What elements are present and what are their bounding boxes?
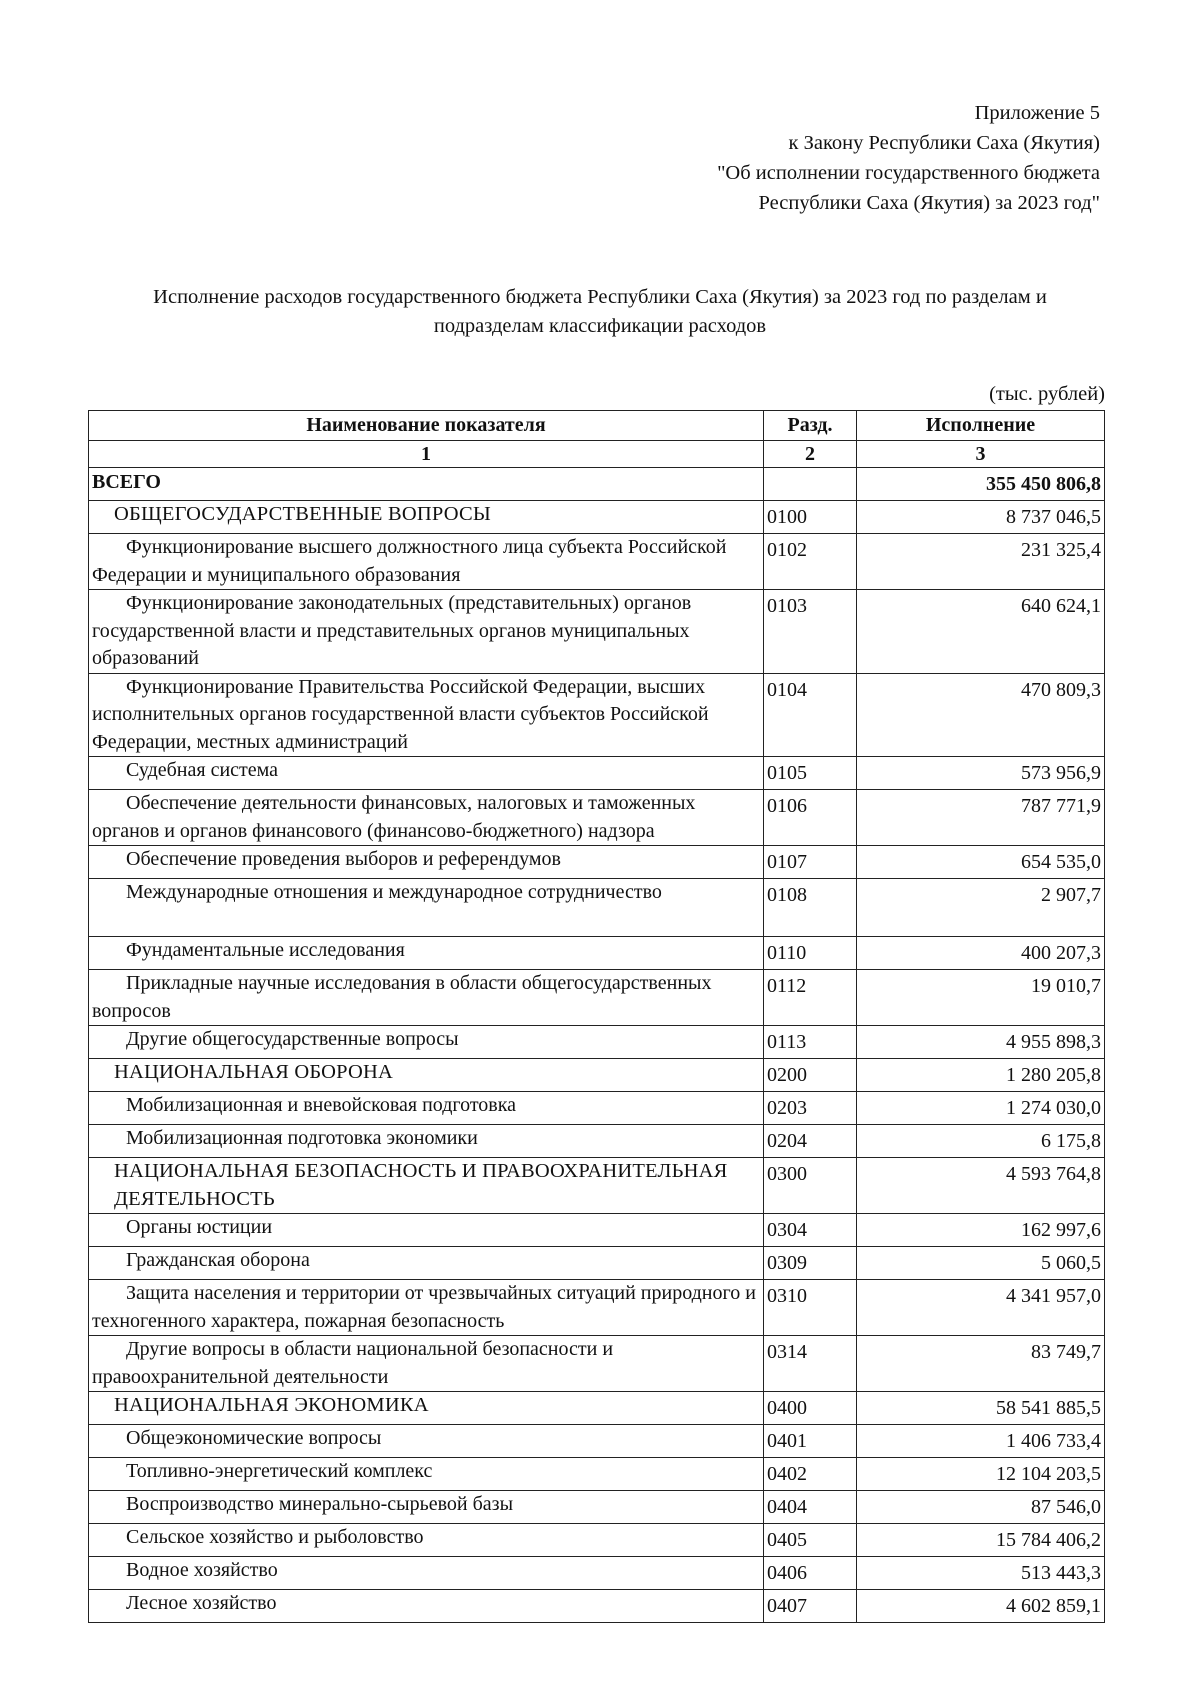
table-row <box>89 1059 1105 1092</box>
appendix-law-reference: к Закону Республики Саха (Якутия) <box>788 132 1100 154</box>
table-row <box>89 501 1105 534</box>
row-execution-value: 787 771,9 <box>857 790 1105 846</box>
row-section-code: 0103 <box>764 590 857 674</box>
table-row <box>89 1158 1105 1214</box>
row-section-code: 0100 <box>764 501 857 534</box>
row-execution-value: 1 280 205,8 <box>857 1059 1105 1092</box>
row-name: НАЦИОНАЛЬНАЯ ОБОРОНА <box>89 1059 764 1092</box>
table-column-numbers-row <box>89 441 1105 468</box>
table-row <box>89 1458 1105 1491</box>
row-name: Фундаментальные исследования <box>89 937 764 970</box>
row-execution-value: 355 450 806,8 <box>857 468 1105 501</box>
row-name: Обеспечение деятельности финансовых, налоговых и таможенных органов и органов финансового (финансово-бюджетного) надзора <box>89 790 764 846</box>
row-execution-value: 4 602 859,1 <box>857 1590 1105 1623</box>
table-header-row <box>89 411 1105 441</box>
row-section-code: 0304 <box>764 1214 857 1247</box>
appendix-law-title-line2: Республики Саха (Якутия) за 2023 год" <box>758 192 1100 214</box>
row-name: НАЦИОНАЛЬНАЯ БЕЗОПАСНОСТЬ И ПРАВООХРАНИТЕЛЬНАЯ ДЕЯТЕЛЬНОСТЬ <box>89 1158 764 1214</box>
row-execution-value: 513 443,3 <box>857 1557 1105 1590</box>
row-execution-value: 19 010,7 <box>857 970 1105 1026</box>
row-section-code: 0310 <box>764 1280 857 1336</box>
table-row <box>89 534 1105 590</box>
table-row <box>89 846 1105 879</box>
row-name: Защита населения и территории от чрезвычайных ситуаций природного и техногенного характера, пожарная безопасность <box>89 1280 764 1336</box>
row-name: ОБЩЕГОСУДАРСТВЕННЫЕ ВОПРОСЫ <box>89 501 764 534</box>
row-section-code: 0104 <box>764 673 857 757</box>
table-body <box>89 468 1105 1623</box>
row-section-code: 0105 <box>764 757 857 790</box>
table-row <box>89 1214 1105 1247</box>
row-section-code: 0407 <box>764 1590 857 1623</box>
row-name: Международные отношения и международное сотрудничество <box>89 879 764 937</box>
table-row <box>89 1557 1105 1590</box>
table-row <box>89 1524 1105 1557</box>
row-section-code: 0110 <box>764 937 857 970</box>
document-title-line2: подразделам классификации расходов <box>433 315 767 337</box>
column-number-1: 1 <box>89 441 764 468</box>
table-row <box>89 1425 1105 1458</box>
row-name: Воспроизводство минерально-сырьевой базы <box>89 1491 764 1524</box>
row-name: Прикладные научные исследования в области общегосударственных вопросов <box>89 970 764 1026</box>
row-name: Обеспечение проведения выборов и референдумов <box>89 846 764 879</box>
row-name: Функционирование высшего должностного лица субъекта Российской Федерации и муниципального образования <box>89 534 764 590</box>
row-section-code: 0309 <box>764 1247 857 1280</box>
row-name: Топливно-энергетический комплекс <box>89 1458 764 1491</box>
row-section-code: 0400 <box>764 1392 857 1425</box>
row-name: Функционирование Правительства Российской Федерации, высших исполнительных органов государственной власти субъектов Российской Федерации, местных администраций <box>89 673 764 757</box>
row-section-code: 0112 <box>764 970 857 1026</box>
table-row <box>89 1392 1105 1425</box>
row-section-code: 0113 <box>764 1026 857 1059</box>
row-section-code: 0106 <box>764 790 857 846</box>
header-section: Разд. <box>764 411 857 441</box>
row-section-code: 0405 <box>764 1524 857 1557</box>
table-row <box>89 1247 1105 1280</box>
table-row <box>89 790 1105 846</box>
table-row <box>89 757 1105 790</box>
row-execution-value: 231 325,4 <box>857 534 1105 590</box>
row-execution-value: 4 593 764,8 <box>857 1158 1105 1214</box>
row-execution-value: 162 997,6 <box>857 1214 1105 1247</box>
column-number-3: 3 <box>857 441 1105 468</box>
row-name: НАЦИОНАЛЬНАЯ ЭКОНОМИКА <box>89 1392 764 1425</box>
row-section-code: 0200 <box>764 1059 857 1092</box>
row-section-code: 0406 <box>764 1557 857 1590</box>
row-section-code: 0402 <box>764 1458 857 1491</box>
row-execution-value: 1 274 030,0 <box>857 1092 1105 1125</box>
row-section-code <box>764 468 857 501</box>
row-execution-value: 6 175,8 <box>857 1125 1105 1158</box>
row-name: ВСЕГО <box>89 468 764 501</box>
row-name: Лесное хозяйство <box>89 1590 764 1623</box>
row-execution-value: 83 749,7 <box>857 1336 1105 1392</box>
row-execution-value: 5 060,5 <box>857 1247 1105 1280</box>
row-execution-value: 573 956,9 <box>857 757 1105 790</box>
row-section-code: 0108 <box>764 879 857 937</box>
table-row <box>89 879 1105 937</box>
row-name: Сельское хозяйство и рыболовство <box>89 1524 764 1557</box>
row-execution-value: 58 541 885,5 <box>857 1392 1105 1425</box>
table-row <box>89 1590 1105 1623</box>
row-execution-value: 654 535,0 <box>857 846 1105 879</box>
row-execution-value: 8 737 046,5 <box>857 501 1105 534</box>
budget-table <box>88 410 1105 1623</box>
document-title-line1: Исполнение расходов государственного бюджета Республики Саха (Якутия) за 2023 год по разделам и <box>153 286 1047 308</box>
row-execution-value: 640 624,1 <box>857 590 1105 674</box>
row-section-code: 0102 <box>764 534 857 590</box>
row-name: Судебная система <box>89 757 764 790</box>
row-section-code: 0107 <box>764 846 857 879</box>
row-execution-value: 12 104 203,5 <box>857 1458 1105 1491</box>
column-number-2: 2 <box>764 441 857 468</box>
table-row <box>89 970 1105 1026</box>
row-execution-value: 1 406 733,4 <box>857 1425 1105 1458</box>
table-row <box>89 1026 1105 1059</box>
row-execution-value: 400 207,3 <box>857 937 1105 970</box>
row-execution-value: 4 341 957,0 <box>857 1280 1105 1336</box>
row-execution-value: 15 784 406,2 <box>857 1524 1105 1557</box>
row-execution-value: 87 546,0 <box>857 1491 1105 1524</box>
table-row <box>89 1280 1105 1336</box>
row-section-code: 0300 <box>764 1158 857 1214</box>
units-label: (тыс. рублей) <box>989 383 1105 405</box>
row-name: Органы юстиции <box>89 1214 764 1247</box>
row-name: Другие вопросы в области национальной безопасности и правоохранительной деятельности <box>89 1336 764 1392</box>
table-row <box>89 937 1105 970</box>
row-name: Функционирование законодательных (представительных) органов государственной власти и представительных органов муниципальных образований <box>89 590 764 674</box>
header-execution: Исполнение <box>857 411 1105 441</box>
table-row <box>89 468 1105 501</box>
row-name: Гражданская оборона <box>89 1247 764 1280</box>
row-name: Мобилизационная и вневойсковая подготовка <box>89 1092 764 1125</box>
table-row <box>89 1092 1105 1125</box>
row-execution-value: 4 955 898,3 <box>857 1026 1105 1059</box>
row-name: Водное хозяйство <box>89 1557 764 1590</box>
row-execution-value: 2 907,7 <box>857 879 1105 937</box>
table-row <box>89 590 1105 674</box>
row-name: Общеэкономические вопросы <box>89 1425 764 1458</box>
table-row <box>89 1336 1105 1392</box>
row-section-code: 0203 <box>764 1092 857 1125</box>
row-section-code: 0401 <box>764 1425 857 1458</box>
row-name: Мобилизационная подготовка экономики <box>89 1125 764 1158</box>
row-name: Другие общегосударственные вопросы <box>89 1026 764 1059</box>
header-name: Наименование показателя <box>89 411 764 441</box>
appendix-law-title-line1: "Об исполнении государственного бюджета <box>717 162 1100 184</box>
document-title <box>90 283 1110 341</box>
appendix-header <box>717 98 1100 218</box>
row-section-code: 0314 <box>764 1336 857 1392</box>
table-row <box>89 1125 1105 1158</box>
table-row <box>89 673 1105 757</box>
row-section-code: 0204 <box>764 1125 857 1158</box>
table-row <box>89 1491 1105 1524</box>
row-section-code: 0404 <box>764 1491 857 1524</box>
appendix-number: Приложение 5 <box>974 102 1100 124</box>
row-execution-value: 470 809,3 <box>857 673 1105 757</box>
